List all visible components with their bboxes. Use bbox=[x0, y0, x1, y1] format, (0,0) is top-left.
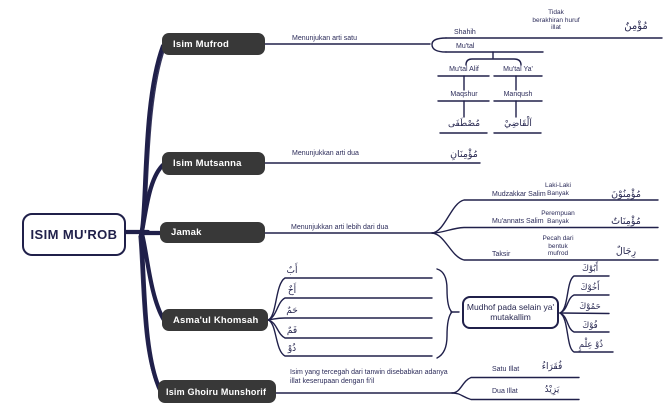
ghoiru-dua-illat-example-arabic: يَزِيْدُ bbox=[544, 385, 560, 395]
khomsah-item-ham-arabic: حَمٌ bbox=[286, 306, 298, 316]
ghoiru-satu-illat-example-arabic: فُقَرَاءُ bbox=[541, 362, 563, 372]
ghoiru-satu-illat-label: Satu Illat bbox=[492, 366, 520, 373]
khomsah-example-hamuka-arabic: حَمُوْكَ bbox=[579, 302, 601, 312]
branch-node-jamak[interactable]: Jamak bbox=[160, 222, 265, 243]
maqshur-example-arabic: مُصْطَفَى bbox=[447, 119, 481, 129]
mutsanna-example-arabic: مُؤْمِنَانِ bbox=[450, 149, 478, 160]
jamak-type-taksir-label: Taksir bbox=[492, 251, 511, 258]
manqush-label: Manqush bbox=[503, 91, 533, 98]
branch-node-asmaul-khomsah[interactable]: Asma'ul Khomsah bbox=[162, 309, 268, 331]
khomsah-example-dzu-ilmin-arabic: ذُوْ عِلْمٍ bbox=[578, 340, 604, 350]
root-branch-sketch-overlay bbox=[139, 48, 165, 390]
ghoiru-dua-illat-label: Dua Illat bbox=[492, 388, 518, 395]
ghoiru-note: Isim yang tercegah dari tanwin disebabkan adanya illat keserupaan dengan fi'il bbox=[290, 369, 448, 386]
jamak-type-taksir-example-arabic: رِجَالٌ bbox=[615, 246, 637, 257]
jamak-note: Menunjukkan arti lebih dari dua bbox=[291, 224, 389, 231]
khomsah-item-akh-arabic: أَخٌ bbox=[287, 286, 297, 296]
khomsah-example-akhuka-arabic: أَخُوْكَ bbox=[580, 283, 600, 293]
khomsah-item-ab-arabic: أَبٌ bbox=[286, 266, 298, 276]
branch-node-isim-mufrod[interactable]: Isim Mufrod bbox=[162, 33, 265, 55]
mufrod-note: Menunjukan arti satu bbox=[292, 35, 357, 42]
jamak-type-muannats-desc: Perempuan Banyak bbox=[541, 210, 575, 225]
mutal-alif-label: Mu'tal Alif bbox=[449, 66, 479, 73]
jamak-type-muannats-example-arabic: مُؤْمِنَاتٌ bbox=[611, 216, 641, 227]
khomsah-example-fuka-arabic: فُوْكَ bbox=[582, 321, 598, 331]
root-node-isim-murob[interactable]: ISIM MU'ROB bbox=[22, 213, 126, 256]
shahih-example-arabic: مُؤْمِنٌ bbox=[624, 21, 648, 32]
branch-node-isim-ghoiru-munshorif[interactable]: Isim Ghoiru Munshorif bbox=[158, 380, 276, 403]
jamak-type-mudzakkar-label: Mudzakkar Salim bbox=[492, 191, 546, 198]
mutsanna-note: Menunjukkan arti dua bbox=[292, 150, 359, 157]
mudhof-condition-box[interactable]: Mudhof pada selain ya' mutakallim bbox=[462, 296, 559, 329]
root-branch-curves bbox=[124, 46, 164, 392]
mutal-label: Mu'tal bbox=[456, 43, 475, 50]
jamak-type-muannats-label: Mu'annats Salim bbox=[492, 218, 544, 225]
khomsah-item-dzu-arabic: ذُوْ bbox=[287, 344, 297, 354]
branch-node-isim-mutsanna[interactable]: Isim Mutsanna bbox=[162, 152, 265, 175]
khomsah-example-abuka-arabic: أَبُوْكَ bbox=[581, 264, 599, 274]
maqshur-label: Maqshur bbox=[450, 91, 478, 98]
mutal-ya-label: Mu'tal Ya' bbox=[503, 66, 533, 73]
khomsah-item-fam-arabic: فَمٌ bbox=[286, 326, 298, 336]
jamak-type-mudzakkar-desc: Laki-Laki Banyak bbox=[544, 182, 571, 197]
jamak-type-taksir-desc: Pecah dari bentuk mufrod bbox=[542, 235, 574, 258]
shahih-desc: Tidak berakhiran huruf illat bbox=[532, 9, 580, 32]
manqush-example-arabic: اَلْقَاضِيْ bbox=[504, 119, 532, 129]
jamak-type-mudzakkar-example-arabic: مُؤْمِنُوْنَ bbox=[611, 189, 641, 200]
shahih-label: Shahih bbox=[454, 29, 476, 36]
